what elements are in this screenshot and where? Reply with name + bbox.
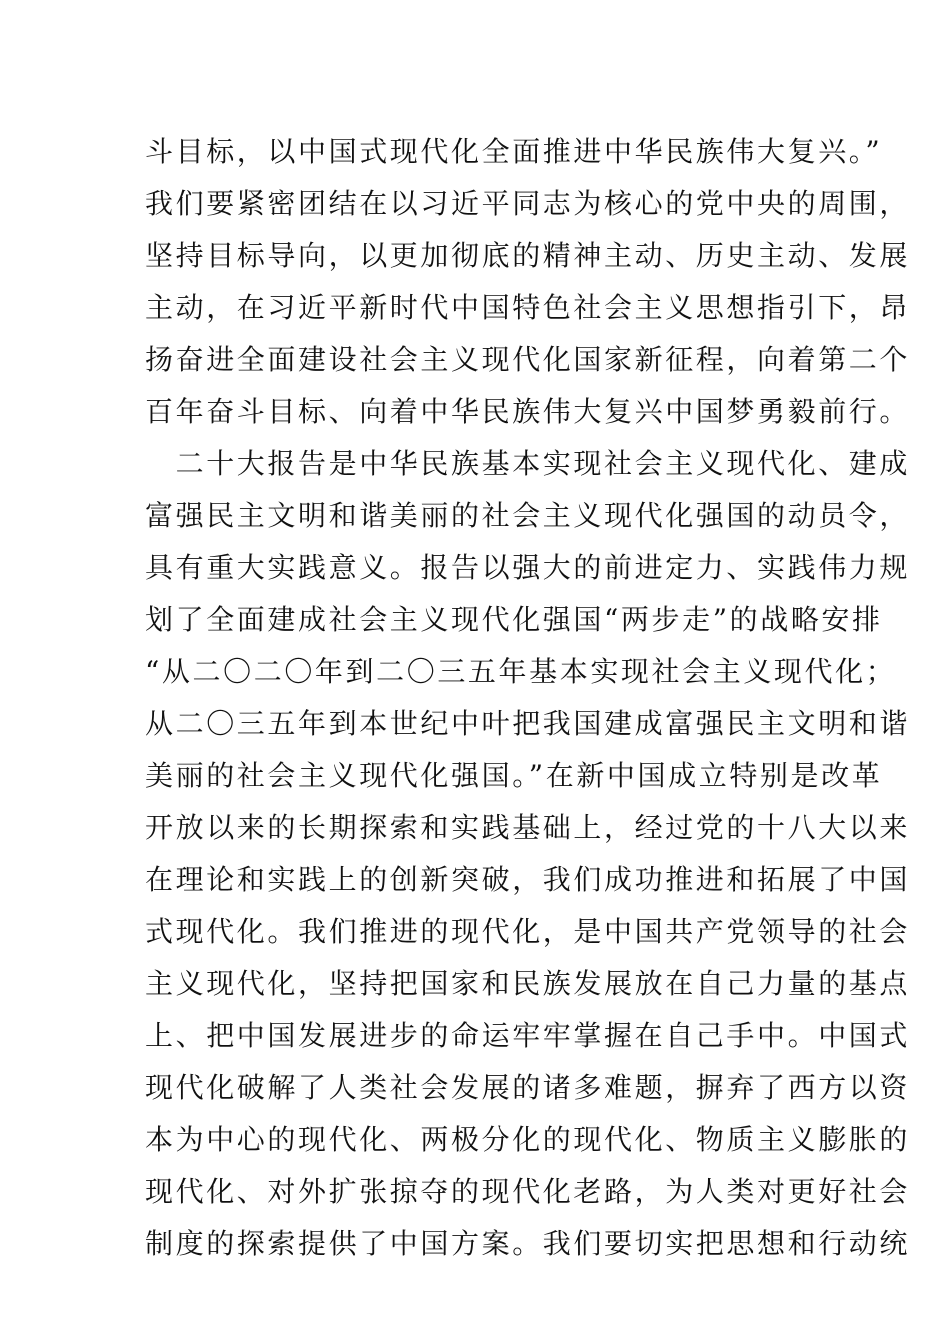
text-line: 现代化、对外扩张掠夺的现代化老路，为人类对更好社会 bbox=[145, 1175, 911, 1208]
text-line: 划了全面建成社会主义现代化强国“两步走”的战略安排 bbox=[145, 603, 883, 636]
text-line: 我们要紧密团结在以习近平同志为核心的党中央的周围， bbox=[145, 187, 911, 220]
text-line: 本为中心的现代化、两极分化的现代化、物质主义膨胀的 bbox=[145, 1123, 911, 1156]
text-line: 现代化破解了人类社会发展的诸多难题，摒弃了西方以资 bbox=[145, 1071, 911, 1104]
paragraph-start-line: 二十大报告是中华民族基本实现社会主义现代化、建成 bbox=[145, 447, 911, 480]
text-line: 式现代化。我们推进的现代化，是中国共产党领导的社会 bbox=[145, 915, 911, 948]
text-line: 斗目标，以中国式现代化全面推进中华民族伟大复兴。” bbox=[145, 135, 883, 168]
text-line: 扬奋进全面建设社会主义现代化国家新征程，向着第二个 bbox=[145, 343, 911, 376]
text-line: 主动，在习近平新时代中国特色社会主义思想指引下，昂 bbox=[145, 291, 911, 324]
text-line: 上、把中国发展进步的命运牢牢掌握在自己手中。中国式 bbox=[145, 1019, 911, 1052]
text-line: 坚持目标导向，以更加彻底的精神主动、历史主动、发展 bbox=[145, 239, 911, 272]
text-line: 制度的探索提供了中国方案。我们要切实把思想和行动统 bbox=[145, 1227, 911, 1260]
text-line: 在理论和实践上的创新突破，我们成功推进和拓展了中国 bbox=[145, 863, 911, 896]
text-line: 从二〇三五年到本世纪中叶把我国建成富强民主文明和谐 bbox=[145, 707, 911, 740]
text-line: 百年奋斗目标、向着中华民族伟大复兴中国梦勇毅前行。 bbox=[145, 395, 911, 428]
text-line: 主义现代化，坚持把国家和民族发展放在自己力量的基点 bbox=[145, 967, 911, 1000]
text-line: 具有重大实践意义。报告以强大的前进定力、实践伟力规 bbox=[145, 551, 911, 584]
text-line: 美丽的社会主义现代化强国。”在新中国成立特别是改革 bbox=[145, 759, 883, 792]
text-line: “从二〇二〇年到二〇三五年基本实现社会主义现代化； bbox=[145, 655, 897, 688]
text-line: 富强民主文明和谐美丽的社会主义现代化强国的动员令， bbox=[145, 499, 911, 532]
text-line: 开放以来的长期探索和实践基础上，经过党的十八大以来 bbox=[145, 811, 911, 844]
